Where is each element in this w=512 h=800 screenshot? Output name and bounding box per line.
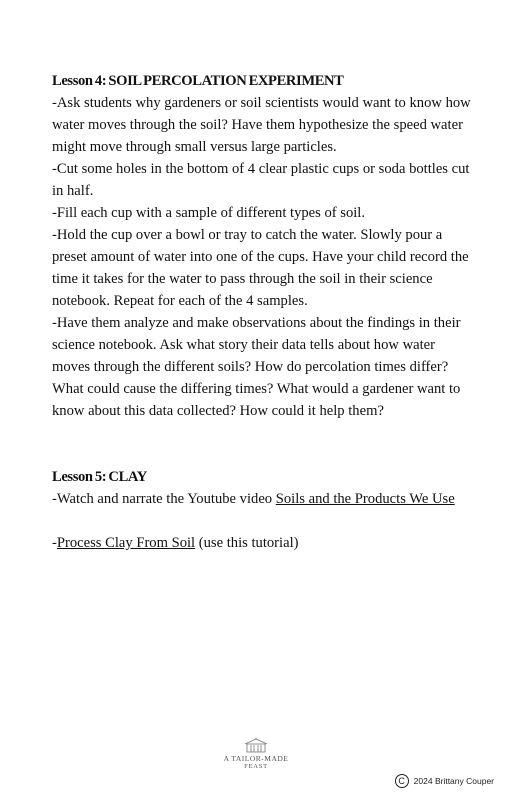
brand-logo	[213, 737, 299, 771]
lesson-4-step: -Hold the cup over a bowl or tray to catch the water. Slowly pour a preset amount of water into one of the cups. Have your child record the time it takes for the water to pass through the soil in their science notebook. Repeat for each of the 4 samples.	[52, 227, 469, 309]
lesson-4-step: -Ask students why gardeners or soil scientists would want to know how water moves through the soil? Have them hypothesize the speed water might move through small versus large particles.	[52, 95, 471, 155]
lesson-4-step: -Cut some holes in the bottom of 4 clear plastic cups or soda bottles cut in half.	[52, 161, 470, 199]
house-icon	[242, 737, 270, 753]
lesson-4-heading: Lesson 4: SOIL PERCOLATION EXPERIMENT	[52, 73, 344, 89]
logo-text-line1: A TAILOR-MADE	[223, 754, 289, 763]
process-suffix: (use this tutorial)	[195, 535, 299, 551]
paragraph-spacer	[52, 510, 472, 532]
document-body	[52, 70, 472, 554]
copyright-text: 2024 Brittany Couper	[413, 776, 494, 786]
copyright-icon: C	[395, 774, 409, 788]
process-clay-instruction	[52, 532, 472, 554]
video-instruction	[52, 488, 472, 510]
lesson-4-step: -Fill each cup with a sample of different types of soil.	[52, 205, 366, 221]
section-spacer	[52, 422, 472, 466]
soils-products-video-link[interactable]: Soils and the Products We Use	[275, 491, 455, 507]
lesson-4-step: -Have them analyze and make observations about the findings in their science notebook. Ask what story their data tells about how water moves through the different soils? How do percolation times differ? What could cause the differing times? What would a gardener want to know about this data collected? How could it help them?	[52, 315, 461, 419]
logo-text-line2: FEAST	[244, 763, 268, 770]
lesson-5-heading: Lesson 5: CLAY	[52, 469, 147, 485]
process-clay-link[interactable]: Process Clay From Soil	[56, 535, 196, 551]
video-instruction-text: -Watch and narrate the Youtube video	[52, 491, 276, 507]
process-prefix: -	[52, 535, 57, 551]
copyright-footer	[395, 772, 494, 790]
